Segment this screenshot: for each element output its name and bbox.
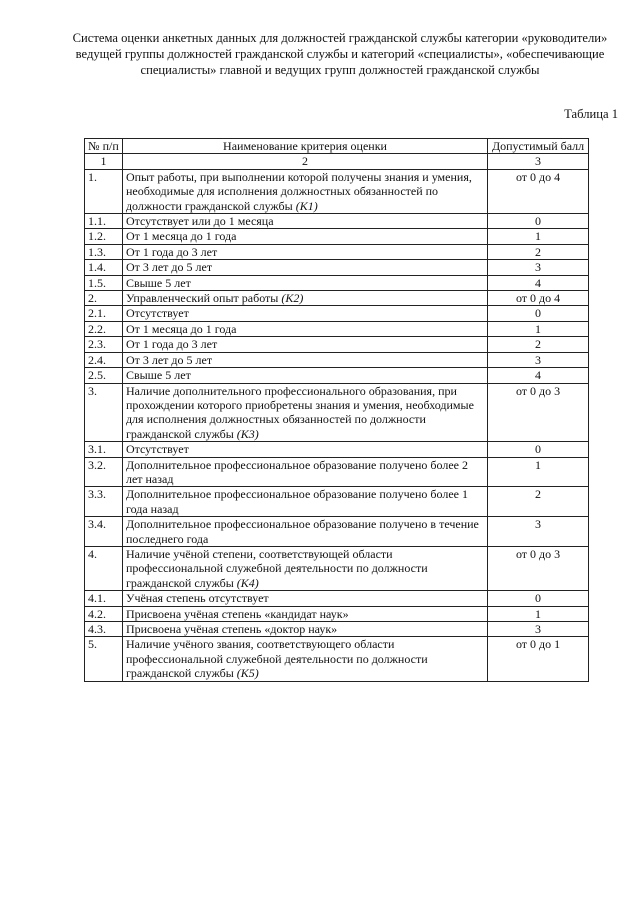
row-number: 1.1. — [85, 214, 123, 229]
criterion-name — [122, 368, 487, 383]
allowed-score: от 0 до 1 — [488, 637, 589, 681]
coefficient-label: (K3) — [236, 426, 259, 441]
allowed-score: 3 — [488, 260, 589, 275]
criterion-name — [122, 291, 487, 306]
table-row — [85, 291, 589, 306]
allowed-score: 2 — [488, 337, 589, 352]
row-number: 3.2. — [85, 457, 123, 487]
criterion-name — [122, 306, 487, 321]
allowed-score: 1 — [488, 606, 589, 621]
criterion-name — [122, 442, 487, 457]
table-row — [85, 169, 589, 213]
row-number: 2.3. — [85, 337, 123, 352]
criterion-name — [122, 606, 487, 621]
criterion-text: Опыт работы, при выполнении которой получены знания и умения, необходимые для исполнения должностных обязанностей по должности гражданской службы — [125, 169, 472, 213]
header-score: Допустимый балл — [488, 139, 589, 154]
criteria-table — [84, 138, 589, 682]
row-number: 2.5. — [85, 368, 123, 383]
criterion-text: Дополнительное профессиональное образование получено более 1 года назад — [125, 487, 468, 516]
table-row — [85, 260, 589, 275]
allowed-score: 2 — [488, 487, 589, 517]
table-row — [85, 337, 589, 352]
coefficient-label: (K5) — [236, 666, 259, 681]
allowed-score: 3 — [488, 352, 589, 367]
table-row — [85, 637, 589, 681]
criterion-name — [122, 637, 487, 681]
criterion-name — [122, 169, 487, 213]
criterion-text: Наличие дополнительного профессионального образования, при прохождении которого приобретены знания и умения, необходимые для исполнения должностных обязанностей по должности гражданской службы — [125, 383, 474, 441]
criterion-name — [122, 591, 487, 606]
allowed-score: 1 — [488, 229, 589, 244]
allowed-score: 1 — [488, 321, 589, 336]
header-num: № п/п — [85, 139, 123, 154]
column-index-2: 2 — [122, 154, 487, 169]
table-row — [85, 606, 589, 621]
criterion-name — [122, 517, 487, 547]
criterion-name — [122, 383, 487, 442]
row-number: 1. — [85, 169, 123, 213]
column-index-3: 3 — [488, 154, 589, 169]
table-row — [85, 442, 589, 457]
criterion-text: Учёная степень отсутствует — [125, 591, 269, 606]
coefficient-label: (K2) — [281, 291, 304, 306]
criterion-text: От 3 лет до 5 лет — [125, 260, 213, 275]
criterion-text: Отсутствует — [125, 442, 189, 457]
allowed-score: 3 — [488, 517, 589, 547]
criterion-text: Свыше 5 лет — [125, 368, 191, 383]
table-body — [85, 169, 589, 681]
row-number: 2.2. — [85, 321, 123, 336]
criterion-name — [122, 352, 487, 367]
table-row — [85, 546, 589, 590]
document-title: Система оценки анкетных данных для должностей гражданской службы категории «руководители» ведущей группы должностей гражданской службы и категорий «специалисты», «обеспечивающие специалисты» главной и ведущих групп должностей гражданской службы — [72, 31, 608, 77]
allowed-score: от 0 до 3 — [488, 546, 589, 590]
allowed-score: от 0 до 4 — [488, 291, 589, 306]
row-number: 4.2. — [85, 606, 123, 621]
criterion-text: От 1 года до 3 лет — [125, 337, 218, 352]
criterion-name — [122, 457, 487, 487]
row-number: 3.1. — [85, 442, 123, 457]
criterion-text: Наличие учёного звания, соответствующего области профессиональной служебной деятельности по должности гражданской службы — [125, 637, 428, 681]
criterion-text: Присвоена учёная степень «доктор наук» — [125, 622, 338, 636]
table-row — [85, 306, 589, 321]
criterion-text: Дополнительное профессиональное образование получено более 2 лет назад — [125, 457, 468, 486]
criterion-name — [122, 260, 487, 275]
row-number: 4.3. — [85, 622, 123, 637]
criterion-text: От 1 года до 3 лет — [125, 244, 218, 259]
table-caption: Таблица 1 — [564, 107, 618, 121]
table-row — [85, 383, 589, 442]
allowed-score: 0 — [488, 591, 589, 606]
table-row — [85, 229, 589, 244]
header-row — [85, 139, 589, 154]
header-name: Наименование критерия оценки — [122, 139, 487, 154]
column-index-1: 1 — [85, 154, 123, 169]
coefficient-label: (K1) — [295, 198, 318, 213]
criterion-text: Свыше 5 лет — [125, 275, 191, 290]
allowed-score: от 0 до 4 — [488, 169, 589, 213]
table-row — [85, 457, 589, 487]
criterion-name — [122, 622, 487, 637]
table-row — [85, 321, 589, 336]
allowed-score: 0 — [488, 306, 589, 321]
criterion-text: Управленческий опыт работы — [125, 291, 279, 306]
table-row — [85, 487, 589, 517]
criterion-name — [122, 229, 487, 244]
table-row — [85, 275, 589, 290]
row-number: 1.4. — [85, 260, 123, 275]
coefficient-label: (K4) — [236, 575, 259, 590]
row-number: 3. — [85, 383, 123, 442]
allowed-score: от 0 до 3 — [488, 383, 589, 442]
criterion-text: От 1 месяца до 1 года — [125, 229, 237, 244]
row-number: 4.1. — [85, 591, 123, 606]
table-row — [85, 591, 589, 606]
allowed-score: 1 — [488, 457, 589, 487]
criterion-text: Наличие учёной степени, соответствующей области профессиональной служебной деятельности по должности гражданской службы — [125, 546, 428, 590]
criterion-name — [122, 337, 487, 352]
table-row — [85, 517, 589, 547]
table-row — [85, 244, 589, 259]
row-number: 5. — [85, 637, 123, 681]
criterion-name — [122, 244, 487, 259]
criterion-text: От 3 лет до 5 лет — [125, 352, 213, 367]
criterion-text: Отсутствует — [125, 306, 189, 321]
criterion-name — [122, 275, 487, 290]
allowed-score: 0 — [488, 214, 589, 229]
allowed-score: 2 — [488, 244, 589, 259]
allowed-score: 4 — [488, 368, 589, 383]
row-number: 2.1. — [85, 306, 123, 321]
row-number: 1.2. — [85, 229, 123, 244]
row-number: 2.4. — [85, 352, 123, 367]
allowed-score: 4 — [488, 275, 589, 290]
criterion-name — [122, 546, 487, 590]
row-number: 3.4. — [85, 517, 123, 547]
row-number: 1.5. — [85, 275, 123, 290]
allowed-score: 0 — [488, 442, 589, 457]
criterion-text: Присвоена учёная степень «кандидат наук» — [125, 606, 349, 621]
criterion-text: От 1 месяца до 1 года — [125, 321, 237, 336]
criterion-name — [122, 214, 487, 229]
row-number: 2. — [85, 291, 123, 306]
row-number: 1.3. — [85, 244, 123, 259]
criterion-text: Отсутствует или до 1 месяца — [125, 214, 274, 229]
row-number: 4. — [85, 546, 123, 590]
table-row — [85, 352, 589, 367]
criterion-name — [122, 487, 487, 517]
criterion-name — [122, 321, 487, 336]
table-row — [85, 622, 589, 637]
table-row — [85, 214, 589, 229]
column-index-row — [85, 154, 589, 169]
allowed-score: 3 — [488, 622, 589, 637]
criterion-text: Дополнительное профессиональное образование получено в течение последнего года — [125, 517, 479, 546]
table-row — [85, 368, 589, 383]
row-number: 3.3. — [85, 487, 123, 517]
